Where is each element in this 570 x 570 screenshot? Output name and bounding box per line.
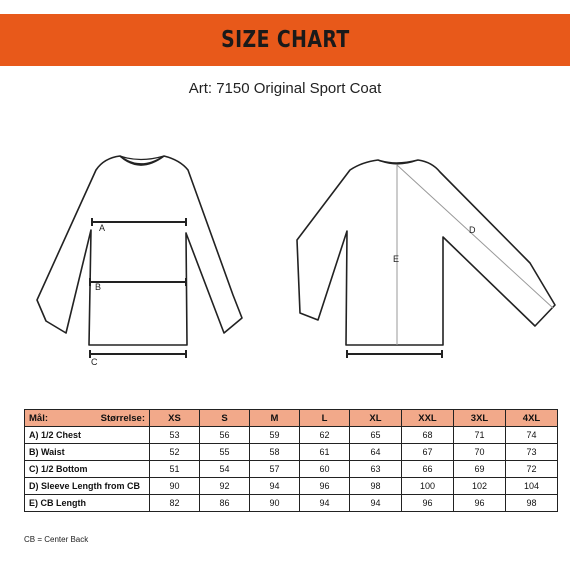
back-garment-outline <box>297 160 555 345</box>
table-cell: 65 <box>350 427 402 444</box>
size-col-header: XS <box>150 410 200 427</box>
table-cell: 96 <box>454 495 506 512</box>
size-header: Størrelse: <box>100 412 145 424</box>
table-cell: 61 <box>300 444 350 461</box>
page-title: SIZE CHART <box>220 27 350 53</box>
table-cell: 98 <box>506 495 558 512</box>
row-label: C) 1/2 Bottom <box>25 461 150 478</box>
table-cell: 54 <box>200 461 250 478</box>
label-a: A <box>99 223 106 233</box>
table-cell: 57 <box>250 461 300 478</box>
label-b: B <box>95 282 102 292</box>
size-col-header: 4XL <box>506 410 558 427</box>
table-cell: 96 <box>300 478 350 495</box>
row-label: E) CB Length <box>25 495 150 512</box>
table-cell: 72 <box>506 461 558 478</box>
table-corner-cell <box>25 410 150 427</box>
table-cell: 62 <box>300 427 350 444</box>
table-cell: 94 <box>350 495 402 512</box>
table-cell: 92 <box>200 478 250 495</box>
size-col-header: S <box>200 410 250 427</box>
table-cell: 90 <box>250 495 300 512</box>
measure-line-d <box>397 165 553 308</box>
table-cell: 68 <box>402 427 454 444</box>
size-col-header: L <box>300 410 350 427</box>
table-header-row <box>25 410 558 427</box>
table-cell: 66 <box>402 461 454 478</box>
table-cell: 96 <box>402 495 454 512</box>
table-row <box>25 478 558 495</box>
table-cell: 73 <box>506 444 558 461</box>
article-title: Art: 7150 Original Sport Coat <box>188 80 382 97</box>
table-cell: 55 <box>200 444 250 461</box>
table-row <box>25 495 558 512</box>
front-garment-outline <box>37 156 242 345</box>
table-cell: 94 <box>250 478 300 495</box>
table-cell: 56 <box>200 427 250 444</box>
row-label: B) Waist <box>25 444 150 461</box>
table-cell: 67 <box>402 444 454 461</box>
size-col-header: XXL <box>402 410 454 427</box>
table-cell: 100 <box>402 478 454 495</box>
size-col-header: 3XL <box>454 410 506 427</box>
label-c: C <box>91 357 98 367</box>
label-e: E <box>393 254 400 264</box>
size-table <box>24 409 558 512</box>
table-cell: 64 <box>350 444 402 461</box>
table-cell: 59 <box>250 427 300 444</box>
size-col-header: M <box>250 410 300 427</box>
table-cell: 63 <box>350 461 402 478</box>
table-cell: 104 <box>506 478 558 495</box>
table-cell: 90 <box>150 478 200 495</box>
table-cell: 51 <box>150 461 200 478</box>
table-cell: 102 <box>454 478 506 495</box>
garment-diagram-svg <box>0 140 570 380</box>
table-cell: 98 <box>350 478 402 495</box>
label-d: D <box>469 225 476 235</box>
table-cell: 71 <box>454 427 506 444</box>
title-banner <box>0 14 570 66</box>
garment-diagrams <box>0 140 570 380</box>
table-row <box>25 461 558 478</box>
table-row <box>25 444 558 461</box>
table-cell: 58 <box>250 444 300 461</box>
table-cell: 69 <box>454 461 506 478</box>
table-cell: 82 <box>150 495 200 512</box>
table-cell: 53 <box>150 427 200 444</box>
table-cell: 60 <box>300 461 350 478</box>
footnote: CB = Center Back <box>24 535 89 544</box>
table-row <box>25 427 558 444</box>
measure-header: Mål: <box>29 412 48 424</box>
table-cell: 70 <box>454 444 506 461</box>
row-label: A) 1/2 Chest <box>25 427 150 444</box>
table-cell: 74 <box>506 427 558 444</box>
row-label: D) Sleeve Length from CB <box>25 478 150 495</box>
table-cell: 52 <box>150 444 200 461</box>
table-cell: 86 <box>200 495 250 512</box>
size-col-header: XL <box>350 410 402 427</box>
table-cell: 94 <box>300 495 350 512</box>
